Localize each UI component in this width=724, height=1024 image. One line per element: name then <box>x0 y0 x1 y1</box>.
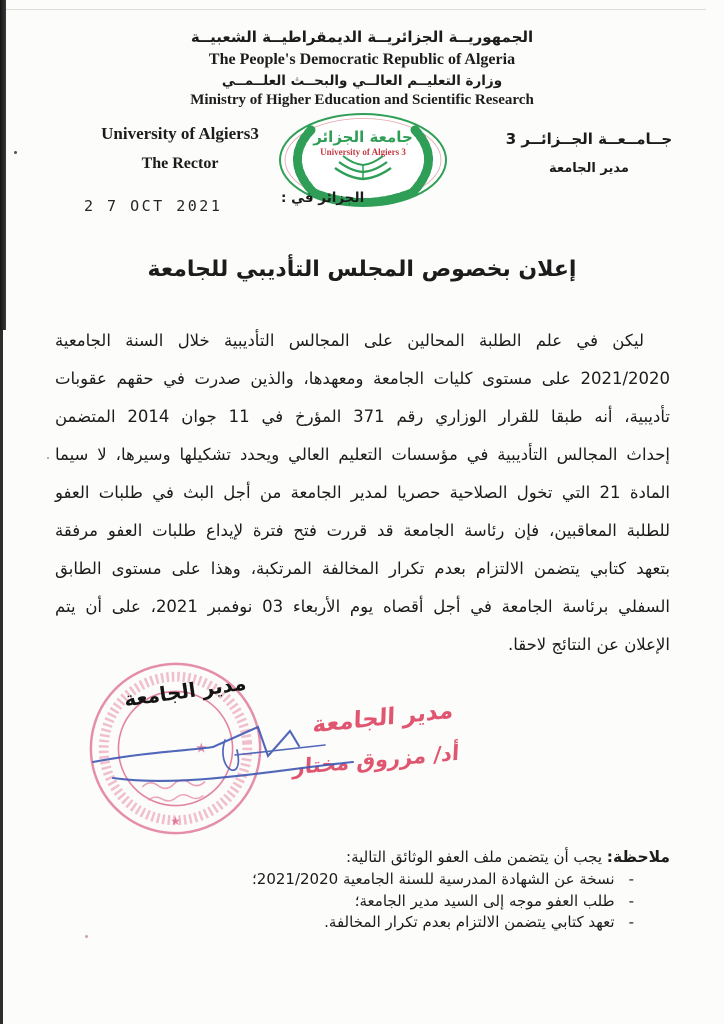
notes-section <box>48 848 670 934</box>
rector-title-english: The Rector <box>141 155 219 172</box>
dash-bullet: - <box>628 870 634 888</box>
republic-name-arabic: الجمهوريــة الجزائريــة الديمقراطيــة الشعبيــة <box>190 28 534 46</box>
university-name-arabic: جــامــعــة الجــزائــر 3 <box>505 130 673 148</box>
body-line: بتعهد كتابي يتضمن الالتزام بعدم تكرار المخالفة المرتكبة، وهذا على مستوى الطابق <box>55 559 670 578</box>
dash-bullet: - <box>628 891 634 910</box>
announcement-body <box>55 322 670 664</box>
body-line: السفلي برئاسة الجامعة في أجل أقصاه يوم الأربعاء 03 نوفمبر 2021، على أن يتم <box>55 597 671 616</box>
scan-top-line <box>6 9 706 10</box>
signature-strokes <box>93 727 353 781</box>
scan-speck <box>47 457 49 459</box>
note-item <box>48 869 670 891</box>
national-header <box>0 28 724 109</box>
body-line: الإعلان عن النتائج لاحقا. <box>507 635 670 654</box>
letterhead-arabic-block <box>480 130 698 176</box>
ministry-name-arabic: وزارة التعليــم العالــي والبحــث العلــمــي <box>221 73 503 89</box>
handwritten-name-red: أد/ مزروق مختار <box>292 740 460 780</box>
body-line: للطلبة المعاقبين، فإن رئاسة الجامعة قد قررت فتح فترة لإيداع طلبات العفو مرفقة <box>55 521 670 540</box>
scan-speck <box>85 935 88 938</box>
body-line: إحداث المجالس التأديبية في مؤسسات التعليم العالي ويحدد تشكيلها وسيرها، لا سيما <box>55 445 670 464</box>
logo-english-name: University of Algiers 3 <box>320 147 406 157</box>
dash-bullet: - <box>628 913 634 931</box>
stamp-overlay-text: مدير الجامعة <box>122 670 248 712</box>
rector-title-arabic: مدير الجامعة <box>549 161 629 176</box>
handwritten-title-red: مدير الجامعة <box>312 697 454 739</box>
announcement-title: إعلان بخصوص المجلس التأديبي للجامعة <box>147 257 577 282</box>
body-line: ليكن في علم الطلبة المحالين على المجالس التأديبية خلال السنة الجامعية <box>55 331 644 350</box>
note-item-text: طلب العفو موجه إلى السيد مدير الجامعة؛ <box>354 891 615 910</box>
note-item-text: نسخة عن الشهادة المدرسية للسنة الجامعية 2021/2020؛ <box>252 870 615 888</box>
republic-name-english: The People's Democratic Republic of Algeria <box>208 51 516 68</box>
logo-arabic-name: جامعة الجزائر <box>313 128 413 146</box>
university-name-english: University of Algiers3 <box>101 124 259 143</box>
notes-intro <box>48 848 670 866</box>
note-item <box>48 912 670 934</box>
scan-speck <box>14 151 17 154</box>
ministry-name-english: Ministry of Higher Education and Scientific Research <box>190 92 534 108</box>
letterhead-english-block <box>64 124 296 173</box>
star-icon: ★ <box>195 740 208 757</box>
notes-intro-text: يجب أن يتضمن ملف العفو الوثائق التالية: <box>346 848 607 866</box>
pen-signature <box>75 700 480 815</box>
star-icon: ★ <box>170 814 181 829</box>
date-stamp: 2 7 OCT 2021 <box>84 197 223 215</box>
notes-label: ملاحظة: <box>606 848 670 866</box>
body-line: المادة 21 التي تخول الصلاحية حصريا لمدير الجامعة من أجل البث في طلبات العفو <box>55 483 670 502</box>
body-line: 2021/2020 على مستوى كليات الجامعة ومعهدها، والذين صدرت في حقهم عقوبات <box>55 369 670 388</box>
note-item <box>48 891 670 913</box>
body-line: تأديبية، أنه طبقا للقرار الوزاري رقم 371 المؤرخ في 11 جوان 2014 المتضمن <box>55 407 670 426</box>
note-item-text: تعهد كتابي يتضمن الالتزام بعدم تكرار المخالفة. <box>324 913 615 931</box>
place-date-label: الجزائر في : <box>281 190 365 206</box>
